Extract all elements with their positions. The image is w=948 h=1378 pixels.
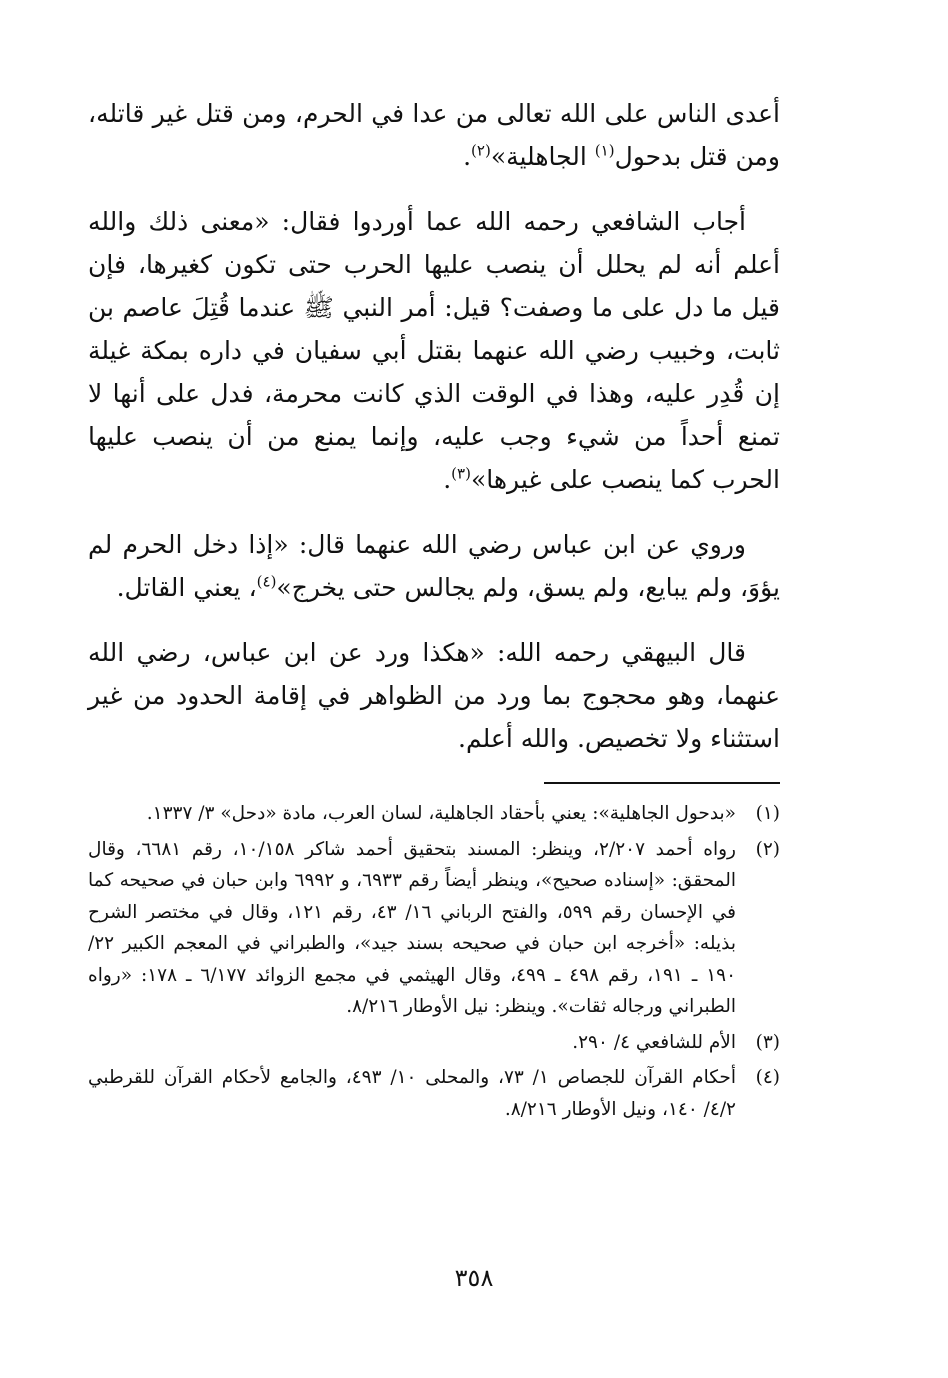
footnote-item bbox=[88, 1027, 780, 1059]
book-page bbox=[88, 92, 780, 1129]
paragraph-4-text-a: قال البيهقي رحمه الله: «هكذا ورد عن ابن عباس، رضي الله عنهما، وهو محجوج بما ورد من الظواهر في إقامة الحدود من غير استثناء ولا تخصيص. والله أعلم. bbox=[88, 638, 780, 753]
paragraph-2-text-a: أجاب الشافعي رحمه الله عما أوردوا فقال: «معنى ذلك والله أعلم أنه لم يحلل أن ينصب عليها الحرب حتى تكون كغيرها، فإن قيل ما دل على ما وصفت؟ قيل: أمر النبي ﷺ عندما قُتِلَ عاصم بن ثابت، وخبيب رضي الله عنهما بقتل أبي سفيان في داره بمكة غيلة إن قُدِر عليه، وهذا في الوقت الذي كانت محرمة، فدل على أنها لا تمنع أحداً من شيء وجب عليه، وإنما يمنع من أن ينصب عليها الحرب كما ينصب على غيرها» bbox=[88, 207, 780, 494]
paragraph-3 bbox=[88, 523, 780, 609]
footnote-ref-3: (٣) bbox=[451, 464, 471, 483]
footnote-item bbox=[88, 834, 780, 1023]
footnote-number: (١) bbox=[755, 803, 780, 824]
footnote-item bbox=[88, 798, 780, 830]
footnote-number: (٤) bbox=[755, 1067, 780, 1088]
footnote-separator bbox=[544, 782, 780, 784]
footnote-item bbox=[88, 1062, 780, 1125]
footnote-text: الأم للشافعي ٤/ ٢٩٠. bbox=[572, 1031, 736, 1053]
footnote-ref-2: (٢) bbox=[471, 141, 491, 160]
footnote-number: (٢) bbox=[755, 838, 780, 860]
paragraph-1 bbox=[88, 92, 780, 178]
footnotes bbox=[88, 798, 780, 1125]
footnote-number: (٣) bbox=[755, 1031, 780, 1053]
footnote-text: رواه أحمد ٢/٢٠٧، وينظر: المسند بتحقيق أحمد شاكر ١٠/١٥٨، رقم ٦٦٨١، وقال المحقق: «إسناده صحيح»، وينظر أيضاً رقم ٦٩٣٣، و ٦٩٩٢ وابن حبان في صحيحه كما في الإحسان رقم ٥٩٩، والفتح الرباني ١٦/ ٤٣، رقم ١٢١، وقال في مختصر الشرح بذيله: «أخرجه ابن حبان في صحيحه بسند جيد»، والطبراني في المعجم الكبير ٢٢/ ١٩٠ ـ ١٩١، رقم ٤٩٨ ـ ٤٩٩، وقال الهيثمي في مجمع الزوائد ٦/١٧٧ ـ ١٧٨: «رواه الطبراني ورجاله ثقات». وينظر: نيل الأوطار ٨/٢١٦. bbox=[88, 838, 737, 1017]
footnote-ref-4: (٤) bbox=[256, 572, 277, 591]
paragraph-1-text-b: الجاهلية» bbox=[490, 142, 595, 171]
paragraph-2-text-b: . bbox=[443, 465, 452, 494]
paragraph-1-text-c: . bbox=[463, 142, 472, 171]
footnote-text: أحكام القرآن للجصاص ١/ ٧٣، والمحلى ١٠/ ٤٩٣، والجامع لأحكام القرآن للقرطبي ٤/٢/ ١٤٠، ونيل الأوطار ٨/٢١٦. bbox=[88, 1067, 736, 1120]
paragraph-2 bbox=[88, 200, 780, 501]
paragraph-3-text-a: وروي عن ابن عباس رضي الله عنهما قال: «إذا دخل الحرم لم يؤوَ، ولم يبايع، ولم يسق، ولم يجالس حتى يخرج» bbox=[88, 530, 780, 602]
footnote-text: «بدحول الجاهلية»: يعني بأحقاد الجاهلية، لسان العرب، مادة «دحل» ٣/ ١٣٣٧. bbox=[146, 803, 736, 824]
paragraph-3-text-b: ، يعني القاتل. bbox=[116, 573, 257, 602]
paragraph-4 bbox=[88, 631, 780, 760]
paragraph-1-text-a: أعدى الناس على الله تعالى من عدا في الحرم، ومن قتل غير قاتله، ومن قتل بدحول bbox=[88, 99, 780, 171]
page-number: ٣٥٨ bbox=[454, 1264, 494, 1292]
footnote-ref-1: (١) bbox=[594, 141, 615, 160]
